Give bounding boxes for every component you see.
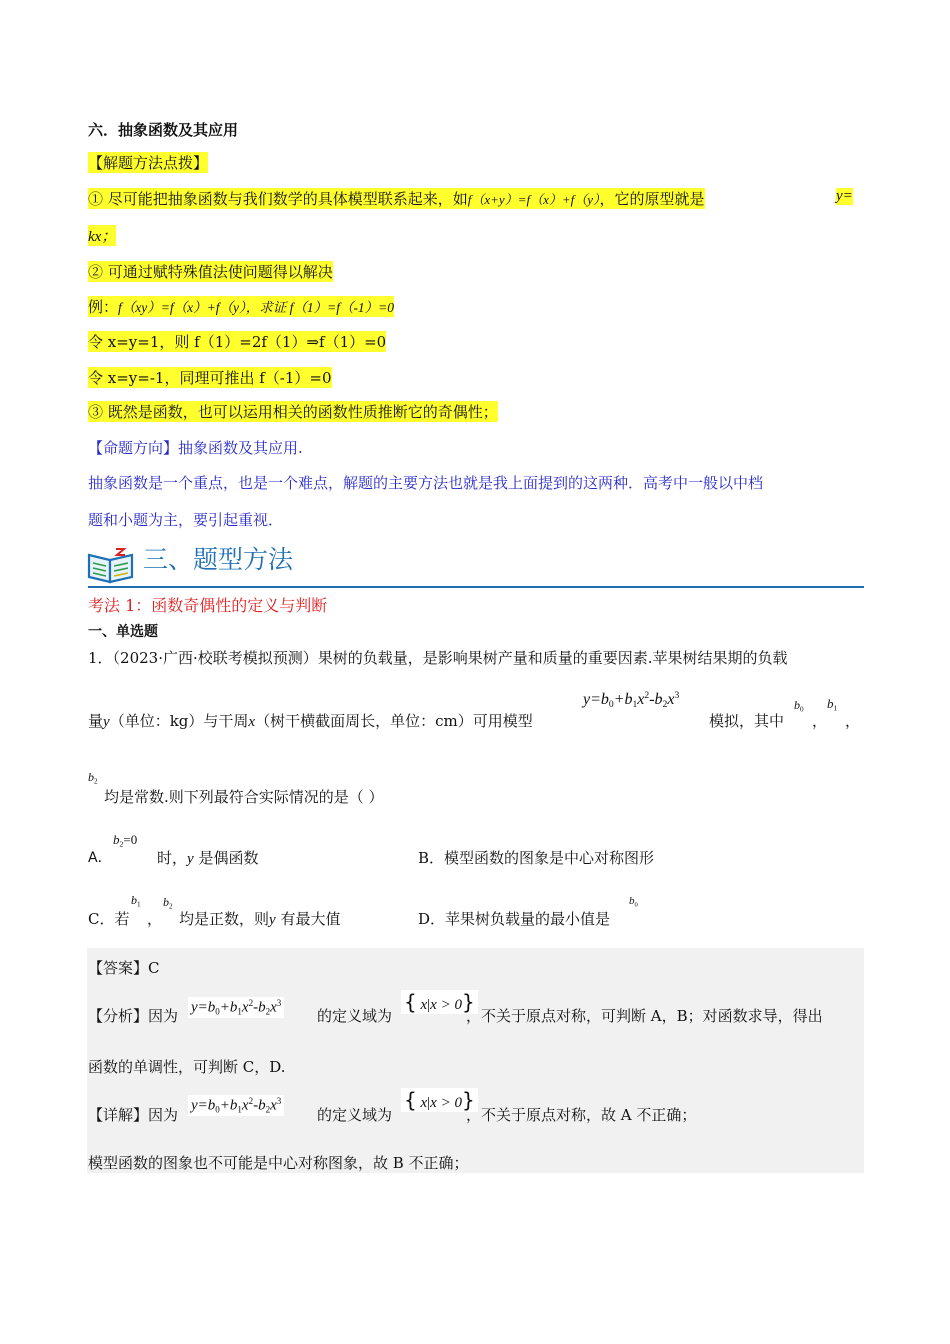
direction-title: 【命题方向】抽象函数及其应用.: [88, 439, 303, 457]
tip-point-3: ③ 既然是函数，也可以运用相关的函数性质推断它的奇偶性；: [88, 403, 498, 421]
section-title: 六．抽象函数及其应用: [88, 121, 239, 139]
option-d-b0: $b_0$: [629, 895, 638, 909]
detail-line-2: 模型函数的图象也不可能是中心对称图象，故 B 不正确；: [88, 1154, 469, 1172]
question-line-1: 1．（2023·广西·校联考模拟预测）果树的负载量，是影响果树产量和质量的重要因素.苹果树结果期的负载: [88, 649, 788, 667]
option-b[interactable]: B．模型函数的图象是中心对称图形: [418, 849, 655, 867]
question-line-2-end: 模拟，其中: [709, 712, 785, 730]
analysis-domain: { x|x > 0}: [401, 990, 478, 1014]
option-c-text[interactable]: 均是正数，则y 有最大值: [179, 910, 341, 928]
comma-1: ，: [812, 712, 828, 730]
tip-point-2: ② 可通过赋特殊值法使问题得以解决: [88, 263, 333, 281]
detail-intro: 【详解】因为: [88, 1106, 179, 1124]
direction-para-1: 抽象函数是一个重点，也是一个难点，解题的主要方法也就是我上面提到的这两种．高考中一般以中档: [88, 474, 764, 492]
subsection-title: 一、单选题: [88, 624, 158, 640]
option-c-b2: $b_2$: [163, 895, 173, 911]
detail-conclusion: ，不关于原点对称，故 A 不正确；: [466, 1106, 697, 1124]
coef-b2: $b_2$: [88, 770, 98, 786]
option-a-label[interactable]: A．: [88, 850, 112, 866]
analysis-domain-text: 的定义域为: [317, 1007, 393, 1025]
option-d[interactable]: D．苹果树负载量的最小值是: [418, 910, 611, 928]
method-title: 考法 1：函数奇偶性的定义与判断: [88, 596, 328, 615]
question-line-3: 均是常数.则下列最符合实际情况的是（ ）: [104, 788, 384, 806]
direction-para-2: 题和小题为主，要引起重视．: [88, 511, 284, 529]
coef-b1: $b_1$: [827, 696, 838, 713]
example-step-2: 令 x=y=-1，同理可推出 f（-1）=0: [88, 369, 332, 387]
option-c-b1: $b_1$: [131, 893, 141, 909]
analysis-line-2: 函数的单调性，可判断 C，D.: [88, 1058, 286, 1076]
answer-line: 【答案】C: [88, 959, 160, 977]
option-a-text[interactable]: 时，y 是偶函数: [157, 849, 259, 867]
coef-b0: $b_0$: [794, 698, 804, 714]
analysis-conclusion: ，不关于原点对称，可判断 A，B；对函数求导，得出: [466, 1007, 823, 1025]
analysis-formula: $y=b_0+b_1x^2-b_2x^3$: [188, 997, 284, 1018]
tip-point-1-end: y=: [836, 188, 853, 204]
tip-point-1-cont: kx；: [88, 225, 116, 246]
detail-formula: $y=b_0+b_1x^2-b_2x^3$: [188, 1095, 284, 1116]
tip-point-1: ① 尽可能把抽象函数与我们数学的具体模型联系起来，如f（x+y）=f（x）+f（y），它的原型就是: [88, 190, 705, 208]
heading-rule: [88, 586, 864, 588]
question-line-2: 量y（单位：kg）与干周x（树干横截面周长，单位：cm）可用模型: [88, 712, 533, 730]
detail-domain: { x|x > 0}: [401, 1088, 478, 1112]
model-formula: $y=b_0+b_1x^2-b_2x^3$: [583, 690, 680, 711]
detail-domain-text: 的定义域为: [317, 1106, 393, 1124]
analysis-intro: 【分析】因为: [88, 1007, 179, 1025]
option-a-cond: $b_2=0$: [113, 832, 138, 849]
option-c-label[interactable]: C．若: [88, 910, 130, 928]
section-heading: 三、题型方法: [143, 545, 294, 574]
option-c-comma: ，: [147, 910, 163, 928]
book-icon: [86, 543, 136, 589]
comma-2: ，: [845, 712, 861, 730]
example-step-1: 令 x=y=1，则 f（1）=2f（1）⇒f（1）=0: [88, 333, 387, 351]
example-line: 例：f（xy）=f（x）+f（y），求证 f（1）=f（-1）=0: [88, 298, 395, 316]
tip-title: 【解题方法点拨】: [88, 154, 209, 172]
